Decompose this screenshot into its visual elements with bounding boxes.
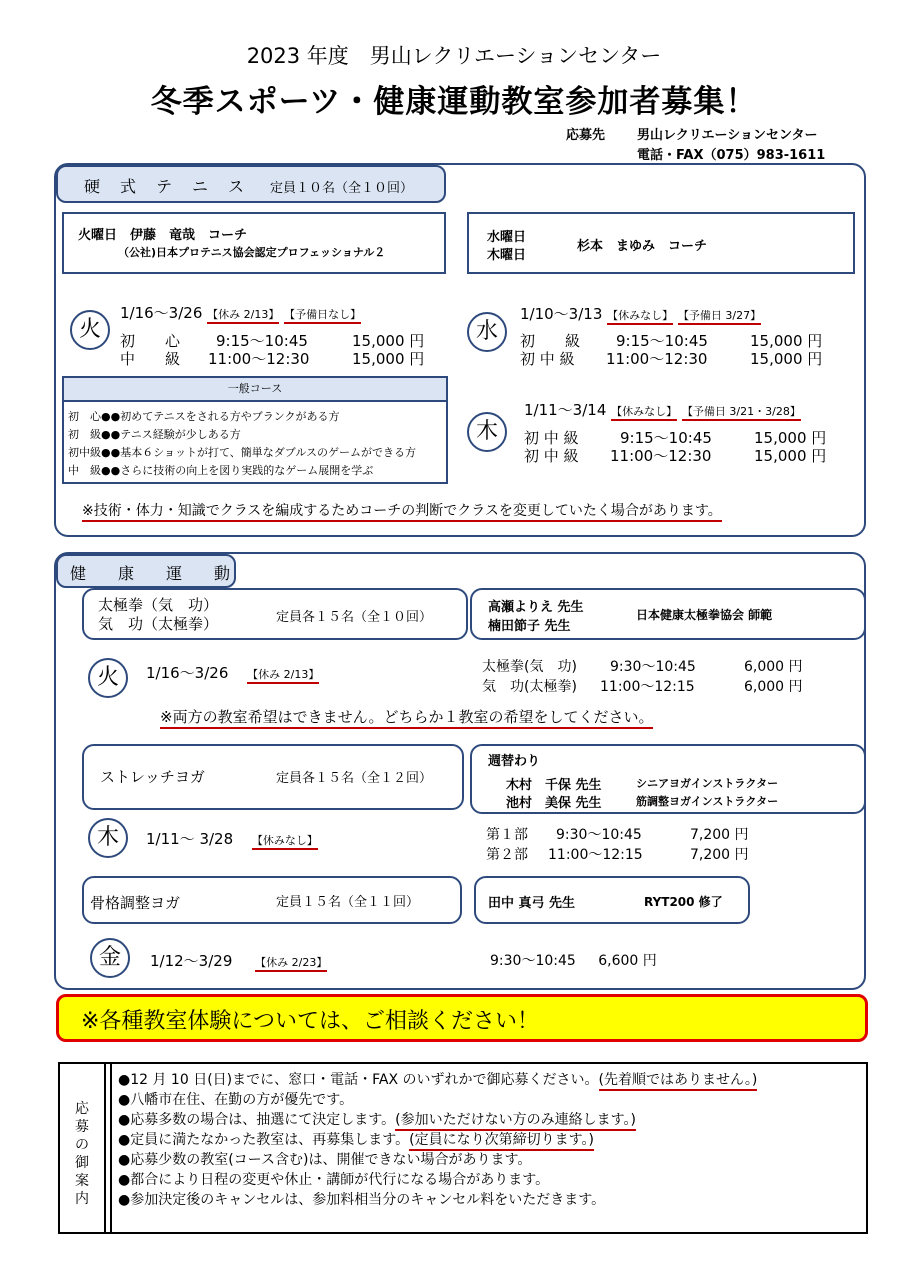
stretch-level-0: 第１部 <box>486 827 528 843</box>
tue-fee-0: 15,000 円 <box>352 332 425 350</box>
side-char-3: 御 <box>75 1155 89 1171</box>
kokkaku-teacher: 田中 真弓 先生 <box>488 896 576 911</box>
header-subtitle: 2023 年度 男山レクリエーションセンター <box>246 44 662 68</box>
side-char-1: 募 <box>75 1119 89 1135</box>
tue-period-text: 1/16～3/26 <box>120 304 203 322</box>
stretch-teacher2: 池村 美保 先生 <box>506 796 602 811</box>
tue-time-0: 9:15～10:45 <box>216 332 308 350</box>
stretch-fee-0: 7,200 円 <box>690 827 749 843</box>
tennis-capacity: 定員１０名（全１０回） <box>270 181 414 196</box>
kokkaku-day-circle: 金 <box>90 938 130 978</box>
wed-day-circle: 水 <box>467 312 507 352</box>
stretch-level-1: 第２部 <box>486 847 528 863</box>
tue-break: 【休み 2/13】 <box>207 308 279 324</box>
tue-day-circle: 火 <box>70 310 110 350</box>
coach-right-days1: 水曜日 <box>487 230 527 245</box>
info-line-4-text: ●応募少数の教室(コース含む)は、開催できない場合があります。 <box>118 1152 532 1168</box>
taichi-period-text: 1/16～3/26 <box>146 664 229 682</box>
taichi-level-0: 太極拳(気 功) <box>482 659 577 675</box>
info-line-3-text: ●定員に満たなかった教室は、再募集します。 <box>118 1132 410 1148</box>
thu-reserve: 【予備日 3/21・3/28】 <box>682 405 801 421</box>
coach-right-name: 杉本 まゆみ コーチ <box>577 239 708 254</box>
thu-break: 【休みなし】 <box>611 405 677 421</box>
side-char-0: 応 <box>75 1101 89 1117</box>
tennis-tab-title: 硬 式 テ ニ ス <box>84 177 247 196</box>
taichi-capacity: 定員各１５名（全１０回） <box>276 610 433 625</box>
wed-level-0: 初 級 <box>520 332 581 350</box>
contact-name: 男山レクリエーションセンター <box>637 128 818 143</box>
stretch-period <box>146 828 318 849</box>
contact-label: 応募先 <box>566 128 606 143</box>
info-line-3-underline: (定員になり次第締切ります。) <box>409 1132 594 1151</box>
stretch-box <box>82 744 464 810</box>
info-line-2-text: ●応募多数の場合は、抽選にて決定します。 <box>118 1112 396 1128</box>
taichi-teacher-box <box>470 588 866 640</box>
taichi-note <box>160 706 653 727</box>
info-line-1-text: ●八幡市在住、在勤の方が優先です。 <box>118 1092 354 1108</box>
kokkaku-teacher-box <box>474 876 750 924</box>
thu-fee-0: 15,000 円 <box>754 429 827 447</box>
coach-right-days2: 木曜日 <box>487 248 527 263</box>
info-side <box>60 1064 106 1232</box>
taichi-name2: 気 功（太極拳） <box>98 615 219 633</box>
info-line-0 <box>118 1070 757 1090</box>
course-item-1: 初 級●●テニス経験が少しある方 <box>68 428 241 441</box>
kokkaku-cert: RYT200 修了 <box>644 895 723 909</box>
tue-fee-1: 15,000 円 <box>352 350 425 368</box>
wed-fee-0: 15,000 円 <box>750 332 823 350</box>
wed-fee-1: 15,000 円 <box>750 350 823 368</box>
stretch-capacity: 定員各１５名（全１２回） <box>276 771 433 786</box>
taichi-time-1: 11:00～12:15 <box>600 679 695 695</box>
page-title: 冬季スポーツ・健康運動教室参加者募集！ <box>150 84 758 120</box>
info-line-4 <box>118 1150 757 1170</box>
kokkaku-period-text: 1/12～3/29 <box>150 952 233 970</box>
info-lines <box>118 1070 757 1210</box>
side-char-4: 案 <box>75 1173 89 1189</box>
taichi-break: 【休み 2/13】 <box>247 668 319 684</box>
kokkaku-name: 骨格調整ヨガ <box>90 894 181 912</box>
info-line-2 <box>118 1110 757 1130</box>
thu-level-0: 初 中 級 <box>524 429 579 447</box>
course-item-3: 中 級●●さらに技術の向上を図り実践的なゲーム展開を学ぶ <box>68 464 374 477</box>
wed-level-1: 初 中 級 <box>520 350 575 368</box>
wed-time-1: 11:00～12:30 <box>606 350 708 368</box>
coach-left-line2: （公社)日本プロテニス協会認定プロフェッショナル２ <box>118 246 386 259</box>
tennis-coach-right <box>467 212 855 274</box>
thu-fee-1: 15,000 円 <box>754 447 827 465</box>
tue-reserve: 【予備日なし】 <box>284 308 361 324</box>
tue-time-1: 11:00～12:30 <box>208 350 310 368</box>
info-line-0-text: ●12 月 10 日(日)までに、窓口・電話・FAX のいずれかで御応募ください。 <box>118 1072 599 1088</box>
wed-time-0: 9:15～10:45 <box>616 332 708 350</box>
stretch-break: 【休みなし】 <box>252 834 318 850</box>
taichi-note-text: ※両方の教室希望はできません。どちらか１教室の希望をしてください。 <box>160 708 653 729</box>
taichi-teacher2: 楠田節子 先生 <box>488 619 571 634</box>
kokkaku-break: 【休み 2/23】 <box>255 956 327 972</box>
kokkaku-box <box>82 876 462 924</box>
contact-tel: 電話・FAX（075）983-1611 <box>637 148 826 163</box>
tennis-note-text: ※技術・体力・知識でクラスを編成するためコーチの判断でクラスを変更していたく場合があります。 <box>82 503 722 522</box>
course-item-2: 初中級●●基本６ショットが打て、簡単なダブルスのゲームができる方 <box>68 446 416 459</box>
thu-period-text: 1/11～3/14 <box>524 401 607 419</box>
side-char-5: 内 <box>75 1191 89 1207</box>
kokkaku-period <box>150 950 327 971</box>
tue-level-0: 初 心 <box>120 332 181 350</box>
kokkaku-time-row <box>490 950 657 970</box>
taichi-name1: 太極拳（気 功） <box>98 596 219 614</box>
stretch-period-text: 1/11～ 3/28 <box>146 830 234 848</box>
coach-left-line1: 火曜日 伊藤 竜哉 コーチ <box>78 228 248 243</box>
info-line-3 <box>118 1130 757 1150</box>
info-line-1 <box>118 1090 757 1110</box>
tennis-note <box>82 500 722 520</box>
wed-period <box>520 303 761 324</box>
taichi-time-0: 9:30～10:45 <box>610 659 696 675</box>
stretch-time-0: 9:30～10:45 <box>556 827 642 843</box>
wed-break: 【休みなし】 <box>607 309 673 325</box>
thu-time-1: 11:00～12:30 <box>610 447 712 465</box>
thu-time-0: 9:15～10:45 <box>620 429 712 447</box>
info-line-5 <box>118 1170 757 1190</box>
tennis-coach-left <box>62 212 446 274</box>
consult-banner-text: ※各種教室体験については、ご相談ください！ <box>81 1009 539 1034</box>
taichi-level-1: 気 功(太極拳) <box>482 679 577 695</box>
kokkaku-time: 9:30～10:45 <box>490 953 576 969</box>
taichi-box <box>82 588 468 640</box>
info-line-6-text: ●参加決定後のキャンセルは、参加料相当分のキャンセル料をいただきます。 <box>118 1192 606 1208</box>
stretch-teacher2-title: 筋調整ヨガインストラクター <box>636 795 779 808</box>
taichi-teacher1: 高瀬よりえ 先生 <box>488 600 584 615</box>
taichi-fee-1: 6,000 円 <box>744 679 803 695</box>
taichi-day-circle: 火 <box>88 658 128 698</box>
stretch-name: ストレッチヨガ <box>100 768 205 786</box>
taichi-fee-0: 6,000 円 <box>744 659 803 675</box>
wed-reserve: 【予備日 3/27】 <box>678 309 761 325</box>
stretch-fee-1: 7,200 円 <box>690 847 749 863</box>
stretch-time-1: 11:00～12:15 <box>548 847 643 863</box>
info-line-2-underline: (参加いただけない方のみ連絡します。) <box>395 1112 636 1131</box>
stretch-day-circle: 木 <box>88 818 128 858</box>
kokkaku-fee: 6,600 円 <box>598 953 657 969</box>
info-line-6 <box>118 1190 757 1210</box>
kokkaku-capacity: 定員１５名（全１１回） <box>276 895 420 910</box>
taichi-period <box>146 662 319 683</box>
tue-period <box>120 302 361 323</box>
consult-banner <box>56 994 868 1042</box>
info-line-5-text: ●都合により日程の変更や休止・講師が代行になる場合があります。 <box>118 1172 550 1188</box>
taichi-affiliation: 日本健康太極拳協会 師範 <box>636 608 773 622</box>
stretch-teacher1-title: シニアヨガインストラクター <box>636 777 779 790</box>
wed-period-text: 1/10～3/13 <box>520 305 603 323</box>
stretch-teacher-box <box>470 744 866 814</box>
tue-level-1: 中 級 <box>120 350 181 368</box>
info-side-double-border <box>106 1064 112 1232</box>
health-tab-title: 健 康 運 動 <box>70 564 231 583</box>
health-tab <box>56 554 236 588</box>
info-line-0-underline: (先着順ではありません。) <box>599 1072 758 1091</box>
info-box <box>58 1062 868 1234</box>
tennis-tab <box>56 165 446 203</box>
info-side-label <box>73 1100 91 1208</box>
thu-day-circle: 木 <box>467 412 507 452</box>
thu-period <box>524 399 801 420</box>
side-char-2: の <box>75 1137 89 1153</box>
course-item-0: 初 心●●初めてテニスをされる方やブランクがある方 <box>68 410 340 423</box>
thu-level-1: 初 中 級 <box>524 447 579 465</box>
course-box <box>62 376 448 484</box>
stretch-weekly: 週替わり <box>488 754 541 769</box>
course-title: 一般コース <box>64 378 446 402</box>
stretch-teacher1: 木村 千保 先生 <box>506 778 602 793</box>
